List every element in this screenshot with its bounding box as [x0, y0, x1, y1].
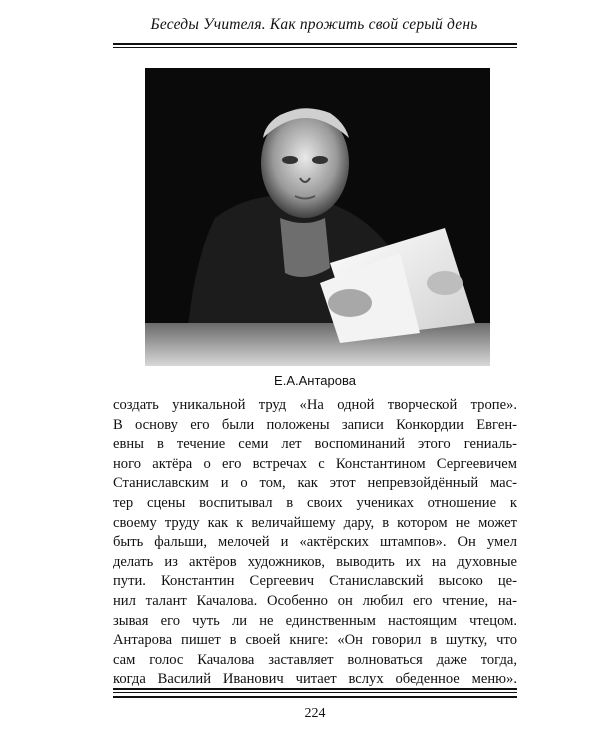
text-line: ного актёра о его встречах с Константином Сергеевичем — [113, 455, 517, 472]
footer-rule-thin — [113, 692, 517, 693]
text-line: своему труду как к величайшему дару, в котором не может — [113, 514, 517, 531]
running-header: Беседы Учителя. Как прожить свой серый день — [150, 16, 478, 33]
header-rule-thin — [113, 47, 517, 48]
portrait-image — [145, 68, 490, 366]
portrait-photo — [145, 68, 490, 366]
text-line: сам голос Качалова заставляет волноваться даже тогда, — [113, 651, 517, 668]
text-line: евны в течение семи лет воспоминаний этого гениаль- — [113, 436, 517, 453]
text-line: тер сцены воспитывал в своих учениках отношение к — [113, 494, 517, 511]
text-line: пути. Константин Сергеевич Станиславский высоко це- — [113, 573, 517, 590]
text-line: Антарова пишет в своей книге: «Он говорил в шутку, что — [113, 632, 517, 649]
text-line: делать из актёров художников, выводить их на духовные — [113, 553, 517, 570]
page-number: 224 — [304, 706, 326, 721]
footer-rule-second — [113, 696, 517, 698]
text-line: создать уникальной труд «На одной творческой тропе». — [113, 397, 517, 413]
text-line: быть фальши, мелочей и «актёрских штампов». Он умел — [113, 534, 517, 551]
text-line: зывая его чуть ли не единственным настоящим чтецом. — [113, 612, 517, 629]
footer-rule — [113, 688, 517, 690]
header-rule — [113, 43, 517, 45]
text-line: когда Василий Иванович читает вслух обеденное меню». — [113, 671, 517, 688]
text-line: В основу его были положены записи Конкордии Евген- — [113, 416, 517, 433]
photo-caption: Е.А.Антарова — [274, 373, 356, 388]
text-line: Станиславским и о том, как этот непревзойдённый мас- — [113, 475, 517, 492]
body-text — [113, 396, 517, 690]
text-line: нил талант Качалова. Особенно он любил его чтение, на- — [113, 592, 517, 609]
